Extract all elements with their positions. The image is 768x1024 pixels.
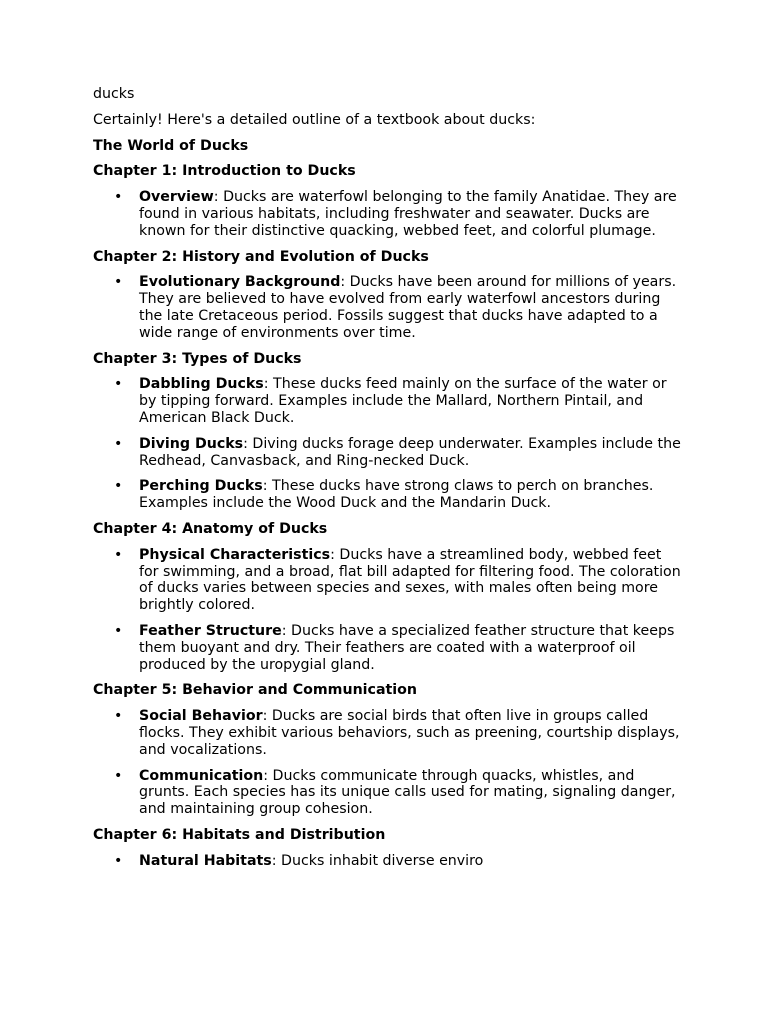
item-term: Dabbling Ducks — [139, 376, 264, 393]
item-term: Social Behavior — [139, 708, 263, 725]
chapter-list — [93, 376, 683, 512]
item-term: Physical Characteristics — [139, 546, 331, 563]
bullet-icon: • — [114, 546, 123, 563]
item-term: Feather Structure — [139, 622, 282, 639]
chapter-heading: Chapter 3: Types of Ducks — [93, 350, 302, 367]
bullet-icon: • — [114, 376, 123, 393]
top-label: ducks — [93, 86, 135, 102]
item-text: : Ducks have a streamlined body, webbed feet for swimming, and a broad, flat bill adapted for filtering food. The coloration of ducks varies between species and sexes, with males often being more brightly colored. — [139, 546, 681, 614]
bullet-icon: • — [114, 189, 123, 206]
bullet-icon: • — [114, 478, 123, 495]
list-item — [93, 853, 683, 870]
bullet-icon: • — [114, 274, 123, 291]
item-text: : Ducks have a specialized feather structure that keeps them buoyant and dry. Their feathers are coated with a waterproof oil produced by the uropygial gland. — [139, 622, 675, 673]
chapter-list — [93, 853, 683, 870]
list-item — [93, 708, 683, 758]
bullet-icon: • — [114, 622, 123, 639]
chapter-heading: Chapter 5: Behavior and Communication — [93, 682, 418, 699]
intro-text: Certainly! Here's a detailed outline of a textbook about ducks: — [93, 111, 536, 128]
document-title: The World of Ducks — [93, 137, 249, 154]
bullet-icon: • — [114, 708, 123, 725]
item-term: Natural Habitats — [139, 852, 272, 869]
item-term: Communication — [139, 767, 264, 784]
bullet-icon: • — [114, 767, 123, 784]
item-text: : These ducks have strong claws to perch on branches. Examples include the Wood Duck and the Mandarin Duck. — [139, 478, 654, 512]
list-item — [93, 274, 683, 341]
list-item — [93, 623, 683, 673]
list-item — [93, 436, 683, 470]
item-term: Perching Ducks — [139, 478, 263, 495]
item-text: : These ducks feed mainly on the surface of the water or by tipping forward. Examples include the Mallard, Northern Pintail, and American Black Duck. — [139, 376, 667, 426]
item-text: : Diving ducks forage deep underwater. Examples include the Redhead, Canvasback, and Ring-necked Duck. — [139, 435, 681, 469]
chapter-list — [93, 708, 683, 818]
chapter-heading: Chapter 2: History and Evolution of Ducks — [93, 248, 429, 265]
chapter-heading: Chapter 4: Anatomy of Ducks — [93, 520, 328, 537]
bullet-icon: • — [114, 435, 123, 452]
item-text: : Ducks are social birds that often live in groups called flocks. They exhibit various behaviors, such as preening, courtship displays, and vocalizations. — [139, 708, 680, 758]
chapter-heading: Chapter 1: Introduction to Ducks — [93, 163, 356, 180]
item-text: : Ducks have been around for millions of years. They are believed to have evolved from early waterfowl ancestors during the late Cretaceous period. Fossils suggest that ducks have adapted to a wide range of environments over time. — [139, 274, 677, 341]
item-text: : Ducks are waterfowl belonging to the family Anatidae. They are found in various habitats, including freshwater and seawater. Ducks are known for their distinctive quacking, webbed feet, and colorful plumage. — [139, 189, 677, 239]
item-term: Diving Ducks — [139, 435, 244, 452]
bullet-icon: • — [114, 852, 123, 869]
list-item — [93, 768, 683, 818]
list-item — [93, 478, 683, 512]
chapter-list — [93, 547, 683, 674]
list-item — [93, 376, 683, 426]
item-term: Overview — [139, 189, 214, 206]
item-text: : Ducks inhabit diverse enviro — [271, 852, 484, 869]
item-term: Evolutionary Background — [139, 274, 341, 291]
list-item — [93, 189, 683, 239]
list-item — [93, 547, 683, 614]
chapter-heading: Chapter 6: Habitats and Distribution — [93, 826, 386, 843]
item-text: : Ducks communicate through quacks, whistles, and grunts. Each species has its unique calls used for mating, signaling danger, and maintaining group cohesion. — [139, 767, 676, 818]
chapter-list — [93, 274, 683, 341]
document-page — [93, 86, 683, 878]
chapter-list — [93, 189, 683, 239]
